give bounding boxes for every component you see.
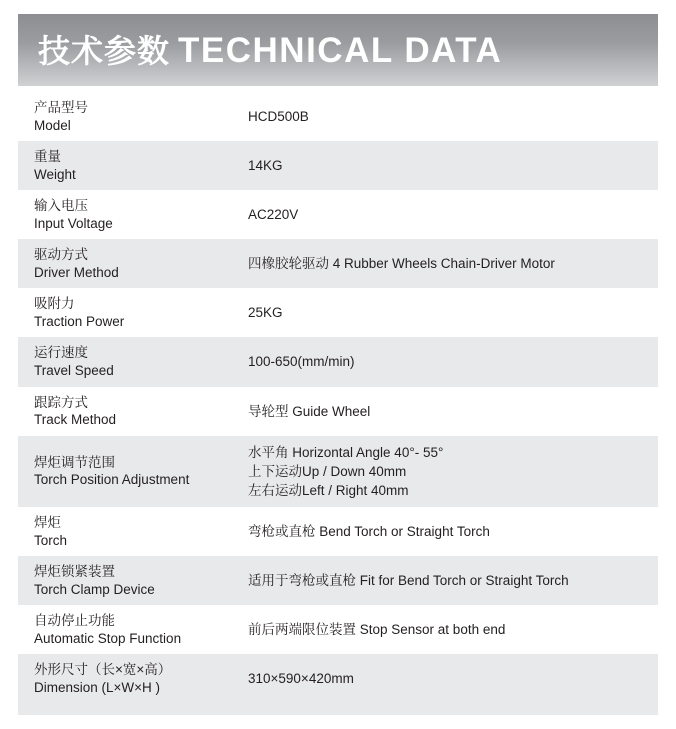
spec-label-chinese: 焊炬 [34, 515, 61, 531]
spec-value-line: 导轮型 Guide Wheel [248, 403, 371, 419]
spec-label-english: Model [34, 117, 71, 133]
spec-label-cell [18, 507, 240, 556]
spec-label-english: Torch Clamp Device [34, 581, 155, 597]
spec-label-cell [18, 556, 240, 605]
spec-label-chinese: 重量 [34, 149, 61, 165]
spec-label-cell [18, 337, 240, 386]
spec-label-english: Torch Position Adjustment [34, 472, 190, 488]
header-banner [18, 14, 658, 86]
spec-value-line: HCD500B [248, 108, 309, 124]
spec-label-english: Travel Speed [34, 363, 114, 379]
spec-value-line: 适用于弯枪或直枪 Fit for Bend Torch or Straight Torch [248, 573, 569, 589]
spec-label-cell [18, 92, 240, 141]
spec-label-chinese: 自动停止功能 [34, 613, 115, 629]
spec-label-english: Driver Method [34, 264, 119, 280]
spec-value-line: 100-650(mm/min) [248, 354, 355, 370]
spec-label-chinese: 输入电压 [34, 198, 88, 214]
spec-value-line: 25KG [248, 305, 283, 321]
table-row [18, 337, 658, 386]
table-row [18, 288, 658, 337]
spec-value-cell [240, 190, 658, 239]
spec-value-line: 四橡胶轮驱动 4 Rubber Wheels Chain-Driver Motor [248, 256, 555, 272]
table-row [18, 190, 658, 239]
spec-value-cell [240, 507, 658, 556]
spec-label-cell [18, 141, 240, 190]
page-title-chinese: 技术参数 [38, 32, 171, 69]
spec-value-line: 前后两端限位装置 Stop Sensor at both end [248, 622, 506, 638]
table-row [18, 239, 658, 288]
spec-label-chinese: 驱动方式 [34, 247, 88, 263]
spec-label-chinese: 运行速度 [34, 345, 88, 361]
spec-label-english: Torch [34, 532, 68, 548]
spec-value-cell [240, 239, 658, 288]
spec-label-english: Traction Power [34, 313, 125, 329]
spec-label-chinese: 跟踪方式 [34, 394, 88, 410]
spec-value-cell [240, 337, 658, 386]
spec-value-line: AC220V [248, 207, 299, 223]
spec-value-line: 水平角 Horizontal Angle 40°- 55° [248, 444, 444, 460]
spec-value-line: 14KG [248, 158, 283, 174]
table-row [18, 436, 658, 507]
technical-data-sheet [0, 14, 676, 729]
spec-label-english: Weight [34, 166, 76, 182]
spec-value-cell [240, 556, 658, 605]
spec-value-cell [240, 141, 658, 190]
table-row [18, 141, 658, 190]
footer-band [18, 697, 658, 715]
spec-value-line: 上下运动Up / Down 40mm [248, 463, 407, 479]
specifications-table [18, 92, 658, 704]
spec-value-cell [240, 605, 658, 654]
table-row [18, 605, 658, 654]
spec-label-chinese: 吸附力 [34, 296, 75, 312]
table-row [18, 556, 658, 605]
spec-label-english: Dimension (L×W×H ) [34, 679, 161, 695]
spec-label-chinese: 焊炬调节范围 [34, 454, 115, 470]
spec-value-line: 310×590×420mm [248, 671, 354, 687]
spec-label-english: Automatic Stop Function [34, 630, 182, 646]
spec-label-chinese: 产品型号 [34, 100, 88, 115]
spec-label-english: Input Voltage [34, 215, 113, 231]
spec-label-cell [18, 387, 240, 436]
spec-value-line: 左右运动Left / Right 40mm [248, 482, 409, 498]
page-title [38, 30, 503, 70]
spec-label-cell [18, 190, 240, 239]
spec-label-cell [18, 436, 240, 507]
spec-value-line: 弯枪或直枪 Bend Torch or Straight Torch [248, 524, 490, 540]
spec-label-english: Track Method [34, 412, 117, 428]
spec-label-cell [18, 605, 240, 654]
spec-value-cell [240, 436, 658, 507]
spec-label-chinese: 外形尺寸（长×宽×高） [34, 662, 172, 678]
table-row [18, 92, 658, 141]
table-row [18, 387, 658, 436]
spec-value-cell [240, 92, 658, 141]
spec-value-cell [240, 288, 658, 337]
spec-value-cell [240, 387, 658, 436]
page-title-english: TECHNICAL DATA [178, 30, 503, 70]
spec-label-cell [18, 288, 240, 337]
table-row [18, 507, 658, 556]
spec-label-cell [18, 239, 240, 288]
spec-label-chinese: 焊炬锁紧装置 [34, 564, 115, 580]
